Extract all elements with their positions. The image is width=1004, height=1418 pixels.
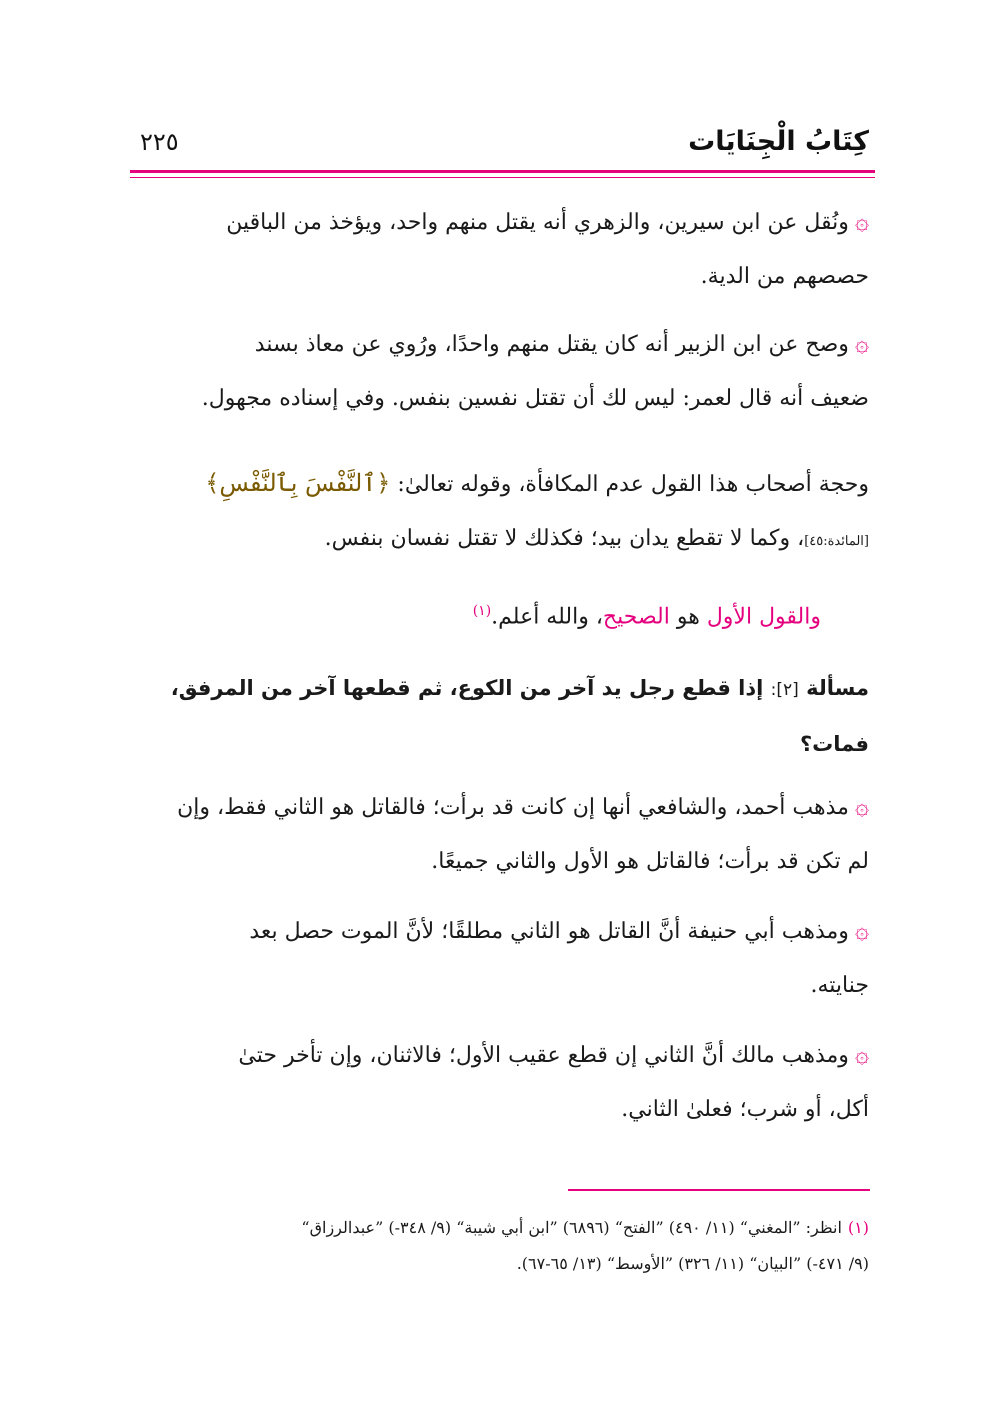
question-line-2: فمات؟ <box>800 732 869 756</box>
paragraph-5-text-1: مذهب أحمد، والشافعي أنها إن كانت قد برأت؛ فالقاتل هو الثاني فقط، وإن <box>177 795 849 820</box>
paragraph-2-text-1: وصح عن ابن الزبير أنه كان يقتل منهم واحدًا، ورُوي عن معاذ بسند <box>254 332 849 357</box>
running-title: كِتَابُ الْجِنَايَات <box>688 126 869 157</box>
footnote-text-1: انظر: ”المغني“ (١١/ ٤٩٠) ”الفتح“ (٦٨٩٦) ”ابن أبي شيبة“ (٩/ ٣٤٨-) ”عبدالرزاق“ <box>301 1218 842 1237</box>
paragraph-1-line-1 <box>134 193 869 249</box>
question-number: [٢]: <box>770 680 799 700</box>
paragraph-3-line-2 <box>134 511 869 567</box>
paragraph-2 <box>134 315 869 427</box>
highlight-first-opinion: والقول الأول <box>706 604 821 630</box>
paragraph-3-line-1 <box>134 455 869 511</box>
paragraph-3-text-2: ، وكما لا تقطع يدان بيد؛ فكذلك لا تقتل نفسان بنفس. <box>324 526 805 551</box>
paragraph-1-line-2: حصصهم من الدية. <box>700 264 869 289</box>
paragraph-7-line-2: أكل، أو شرب؛ فعلىٰ الثاني. <box>621 1097 869 1122</box>
paragraph-6-text-1: ومذهب أبي حنيفة أنَّ القاتل هو الثاني مطلقًا؛ لأنَّ الموت حصل بعد <box>249 919 849 944</box>
paragraph-2-line-1 <box>134 315 869 371</box>
header-rule-thin <box>130 177 875 178</box>
paragraph-7-line-1 <box>134 1026 869 1082</box>
paragraph-3-text-1: وحجة أصحاب هذا القول عدم المكافأة، وقوله تعالىٰ: <box>390 472 869 497</box>
header-rule-thick <box>130 170 875 173</box>
highlight-correct: الصحيح <box>602 604 670 630</box>
paragraph-7-text-1: ومذهب مالك أنَّ الثاني إن قطع عقيب الأول؛ فالاثنان، وإن تأخر حتىٰ <box>238 1043 849 1068</box>
question-text-1: إذا قطع رجل يد آخر من الكوع، ثم قطعها آخر من المرفق، <box>170 676 764 700</box>
question-label: مسألة <box>806 676 869 700</box>
paragraph-4-line-1 <box>134 583 869 639</box>
footnote-line-2: (٩/ ٤٧١-) ”البيان“ (١١/ ٣٢٦) ”الأوسط“ (١٣/ ٦٥-٦٧). <box>516 1254 869 1273</box>
footnote-reference: (١) <box>472 603 492 619</box>
question-heading <box>134 660 869 772</box>
star-ornament-icon: ۞ <box>854 207 869 235</box>
paragraph-6-line-1 <box>134 902 869 958</box>
paragraph-4-text-2: ، والله أعلم. <box>491 604 603 630</box>
paragraph-4 <box>134 583 869 639</box>
paragraph-1-text-1: ونُقل عن ابن سيرين، والزهري أنه يقتل منهم واحد، ويؤخذ من الباقين <box>226 210 849 235</box>
paragraph-6 <box>134 902 869 1014</box>
paragraph-2-line-2: ضعيف أنه قال لعمر: ليس لك أن تقتل نفسين بنفس. وفي إسناده مجهول. <box>201 386 869 411</box>
star-ornament-icon: ۞ <box>854 329 869 357</box>
paragraph-7 <box>134 1026 869 1138</box>
star-ornament-icon: ۞ <box>854 792 869 820</box>
star-ornament-icon: ۞ <box>854 1040 869 1068</box>
footnote <box>134 1210 869 1282</box>
paragraph-3 <box>134 455 869 567</box>
paragraph-1 <box>134 193 869 305</box>
paragraph-5-line-2: لم تكن قد برأت؛ فالقاتل هو الأول والثاني جميعًا. <box>431 849 869 874</box>
quran-verse: ﴿ٱلنَّفْسَ بِٱلنَّفْسِ﴾ <box>205 469 391 497</box>
star-ornament-icon: ۞ <box>854 916 869 944</box>
verse-citation: [المائدة:٤٥] <box>804 534 869 549</box>
paragraph-5-line-1 <box>134 778 869 834</box>
footnote-number: (١) <box>847 1218 869 1237</box>
footnote-line-1 <box>134 1210 869 1246</box>
paragraph-5 <box>134 778 869 890</box>
question-line-1 <box>134 660 869 716</box>
paragraph-6-line-2: جنايته. <box>810 973 869 998</box>
paragraph-4-text-1: هو <box>669 604 707 630</box>
page-number: ٢٢٥ <box>140 128 179 156</box>
footnote-separator <box>568 1189 870 1191</box>
